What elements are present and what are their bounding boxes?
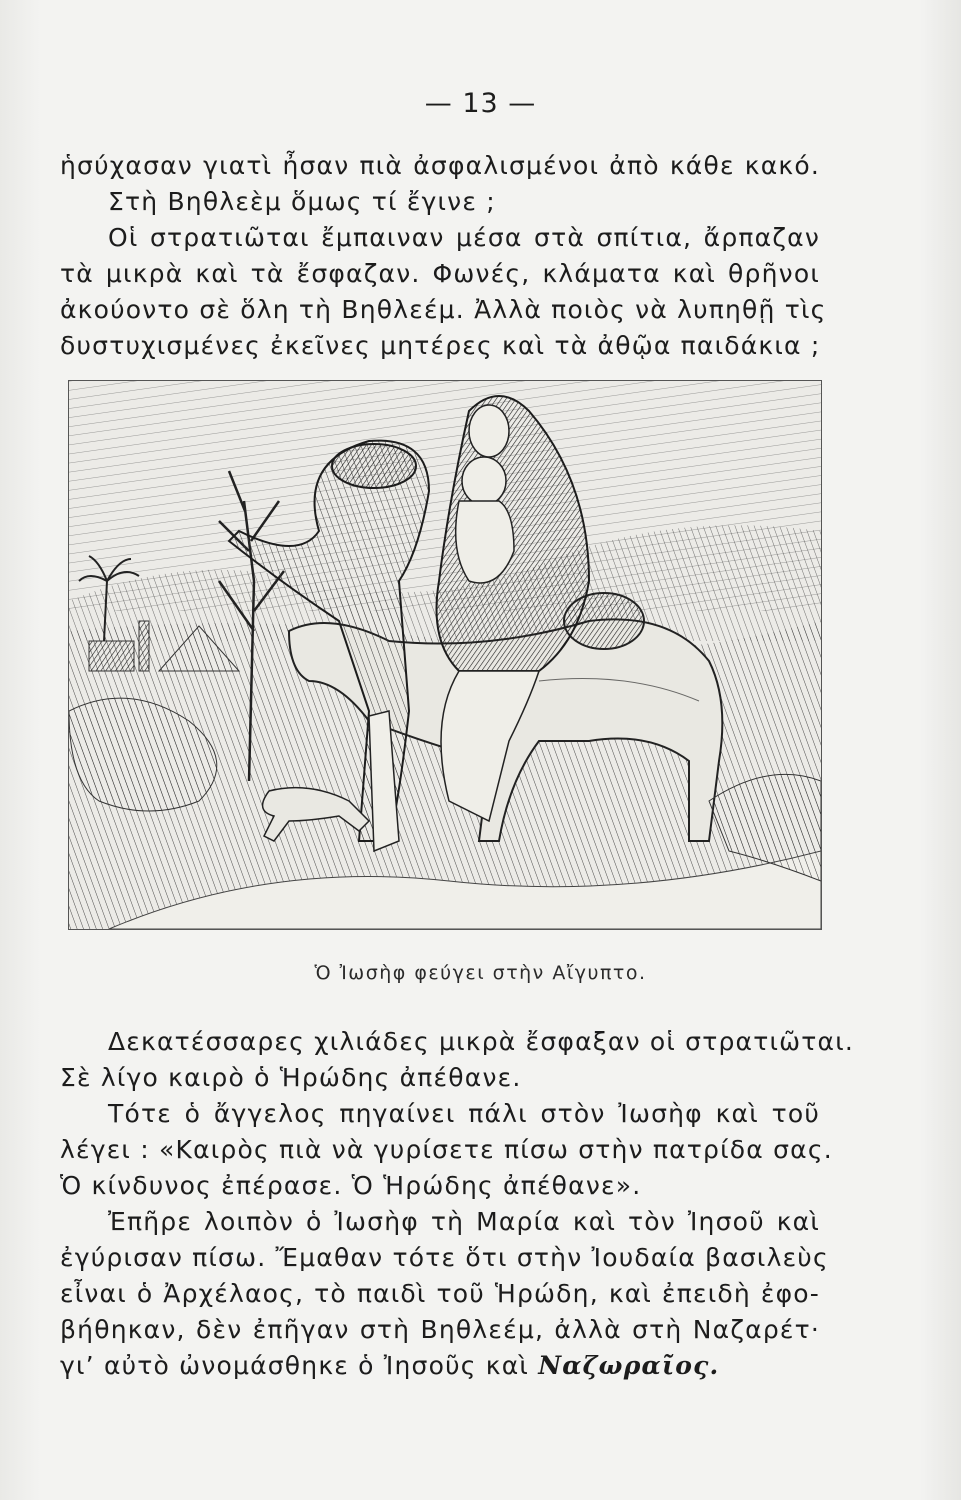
page-number: — 13 — bbox=[424, 88, 537, 119]
text-line: Ἐπῆρε λοιπὸν ὁ Ἰωσὴφ τὴ Μαρία καὶ τὸν Ἰησοῦ καὶ bbox=[108, 1207, 820, 1236]
text-line: Σὲ λίγο καιρὸ ὁ Ἡρώδης ἀπέθανε. bbox=[60, 1063, 522, 1092]
text-line: ἡσύχασαν γιατὶ ἦσαν πιὰ ἀσφαλισμένοι ἀπὸ κάθε κακό. bbox=[60, 151, 820, 180]
bottom-paragraphs bbox=[60, 1024, 855, 1384]
text-line: Δεκατέσσαρες χιλιάδες μικρὰ ἔσφαξαν οἱ στρατιῶται. bbox=[108, 1027, 855, 1056]
text-line: λέγει : «Καιρὸς πιὰ νὰ γυρίσετε πίσω στὴν πατρίδα σας. bbox=[60, 1135, 833, 1164]
child-figure bbox=[456, 457, 514, 583]
text-line: Ὁ κίνδυνος ἐπέρασε. Ὁ Ἡρώδης ἀπέθανε». bbox=[60, 1171, 642, 1200]
text-line: ἀκούοντο σὲ ὅλη τὴ Βηθλεέμ. Ἀλλὰ ποιὸς νὰ λυπηθῇ τὶς bbox=[60, 295, 827, 324]
text-line: βήθηκαν, δὲν ἐπῆγαν στὴ Βηθλεέμ, ἀλλὰ στὴ Ναζαρέτ· bbox=[60, 1315, 820, 1344]
tower bbox=[139, 621, 149, 671]
text-line: εἶναι ὁ Ἀρχέλαος, τὸ παιδὶ τοῦ Ἡρώδη, καὶ ἐπειδὴ ἐφο- bbox=[60, 1279, 820, 1308]
final-text-line bbox=[60, 1348, 820, 1384]
top-paragraphs bbox=[60, 148, 827, 364]
text-line: Στὴ Βηθλεὲμ ὅμως τί ἔγινε ; bbox=[108, 187, 496, 216]
text-line: τὰ μικρὰ καὶ τὰ ἔσφαζαν. Φωνές, κλάματα καὶ θρῆνοι bbox=[60, 259, 820, 288]
text-line: ἐγύρισαν πίσω. Ἔμαθαν τότε ὅτι στὴν Ἰουδαία βασιλεὺς bbox=[60, 1243, 829, 1272]
text-line: δυστυχισμένες ἐκεῖνες μητέρες καὶ τὰ ἀθῷα παιδάκια ; bbox=[60, 331, 821, 360]
illustration-caption: Ὁ Ἰωσὴφ φεύγει στὴν Αἴγυπτο. bbox=[314, 962, 647, 984]
final-line-text: γι’ αὐτὸ ὠνομάσθηκε ὁ Ἰησοῦς καὶ bbox=[60, 1351, 530, 1380]
flight-to-egypt-engraving bbox=[68, 380, 822, 930]
ruins bbox=[89, 641, 134, 671]
text-line: Οἱ στρατιῶται ἔμπαιναν μέσα στὰ σπίτια, ἄρπαζαν bbox=[108, 223, 820, 252]
nazoraios-word: Ναζωραῖος. bbox=[538, 1351, 720, 1380]
text-line: Τότε ὁ ἄγγελος πηγαίνει πάλι στὸν Ἰωσὴφ καὶ τοῦ bbox=[108, 1099, 820, 1128]
